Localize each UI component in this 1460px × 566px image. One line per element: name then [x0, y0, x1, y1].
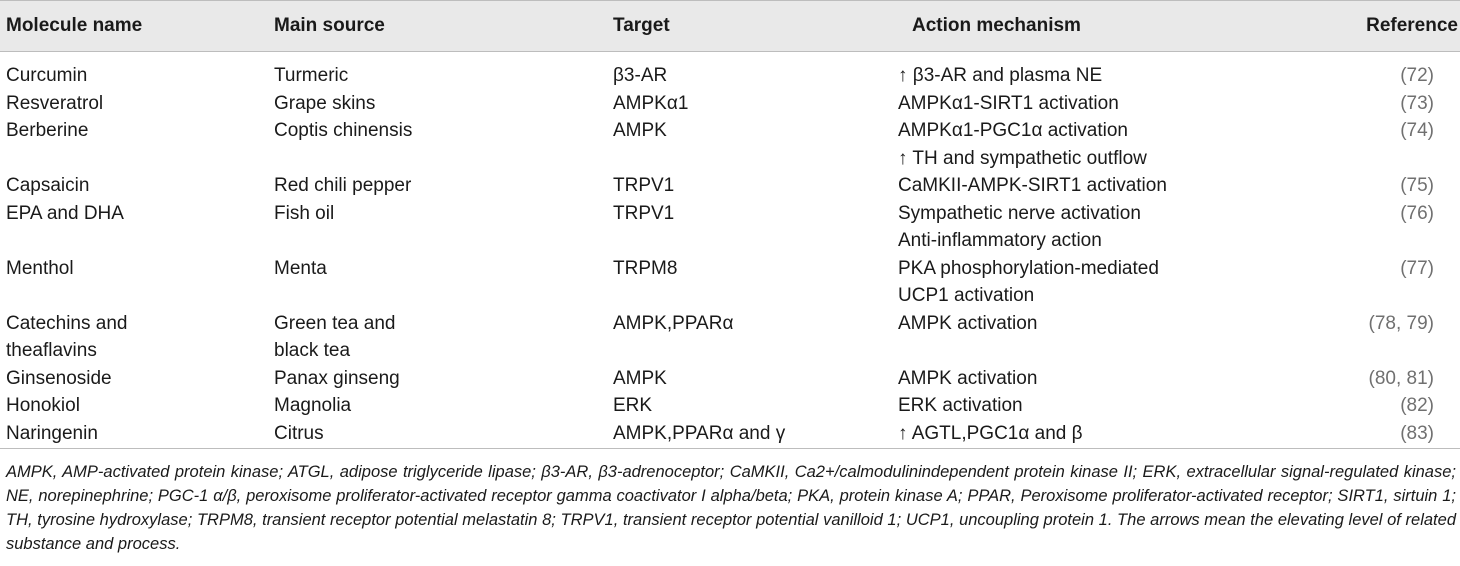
- source-cell: [274, 90, 375, 118]
- source-cell-line: Fish oil: [274, 202, 335, 224]
- table-header-row: [0, 0, 1460, 51]
- molecule-cell-line: Catechins and: [6, 312, 128, 334]
- target-cell: [613, 392, 652, 420]
- target-cell-line: TRPV1: [613, 175, 675, 196]
- source-cell-line: Turmeric: [274, 65, 349, 86]
- target-cell-line: β3-AR: [613, 65, 668, 86]
- source-cell: [274, 255, 327, 283]
- molecule-cell-line: Ginsenoside: [6, 367, 112, 389]
- source-cell-line: Magnolia: [274, 395, 352, 416]
- source-cell: [274, 62, 348, 90]
- mechanism-cell: [898, 90, 1119, 118]
- source-cell-line: Menta: [274, 257, 327, 279]
- target-cell-line: TRPV1: [613, 202, 675, 224]
- molecule-cell-line: Berberine: [6, 120, 89, 141]
- reference-cell: (73): [1400, 92, 1434, 114]
- molecule-cell: [6, 90, 103, 118]
- molecule-cell-line: Capsaicin: [6, 175, 90, 196]
- header-target: Target: [613, 15, 670, 36]
- reference-cell: (72): [1400, 65, 1434, 86]
- target-cell-line: ERK: [613, 395, 653, 416]
- mechanism-cell: [898, 420, 1083, 448]
- molecule-cell-line: Naringenin: [6, 422, 98, 444]
- table-bottom-rule: [0, 448, 1460, 449]
- target-cell-line: AMPK: [613, 120, 667, 141]
- molecule-cell-line: Resveratrol: [6, 92, 104, 114]
- header-molecule-name: Molecule name: [6, 15, 143, 36]
- molecule-cell: [6, 62, 87, 90]
- molecule-cell-line: Menthol: [6, 257, 74, 279]
- mechanism-cell-line: ↑ β3-AR and plasma NE: [898, 65, 1103, 86]
- mechanism-cell: [898, 310, 1037, 338]
- mechanism-cell: [898, 255, 1159, 310]
- table-footnote: AMPK, AMP-activated protein kinase; ATGL, adipose triglyceride lipase; β3-AR, β3-adrenoceptor; CaMKII, Ca2+/calmodulinindependent protein kinase II; ERK, extracellular signal-regulated kinase; NE, norepinephrine; PGC-1 α/β, peroxisome proliferator-activated receptor gamma coactivator I alpha/beta; PKA, protein kinase A; PPAR, Peroxisome proliferator-activated receptor; SIRT1, sirtuin 1; TH, tyrosine hydroxylase; TRPM8, transient receptor potential melastatin 8; TRPV1, transient receptor potential vanilloid 1; UCP1, uncoupling protein 1. The arrows mean the elevating level of related substance and process.: [6, 463, 1456, 553]
- header-action-mechanism: Action mechanism: [912, 15, 1081, 36]
- molecule-cell: [6, 255, 74, 283]
- table-top-rule: [0, 0, 1460, 1]
- target-cell-line: TRPM8: [613, 257, 678, 279]
- source-cell-line: Grape skins: [274, 92, 376, 114]
- molecule-cell-line: Curcumin: [6, 65, 88, 86]
- molecule-cell: [6, 365, 112, 393]
- target-cell: [613, 255, 677, 283]
- mechanism-cell-line: ERK activation: [898, 395, 1023, 416]
- reference-cell: (80, 81): [1368, 367, 1434, 389]
- table-header-rule: [0, 51, 1460, 52]
- mechanism-cell: [898, 365, 1037, 393]
- target-cell-line: AMPK,PPARα: [613, 312, 734, 334]
- mechanism-cell: [898, 62, 1102, 90]
- mechanism-cell: [898, 200, 1141, 255]
- source-cell-line: black tea: [274, 340, 351, 361]
- source-cell: [274, 365, 400, 393]
- source-cell-line: Panax ginseng: [274, 367, 400, 389]
- mechanism-cell-line: ↑ AGTL,PGC1α and β: [898, 422, 1083, 444]
- mechanism-cell-line: AMPKα1-PGC1α activation: [898, 120, 1128, 141]
- reference-cell: (76): [1400, 202, 1434, 224]
- mechanism-cell-line: AMPK activation: [898, 367, 1038, 389]
- reference-cell: (74): [1400, 120, 1434, 141]
- molecule-cell-line: theaflavins: [6, 340, 97, 361]
- molecule-cell: [6, 420, 98, 448]
- target-cell: [613, 365, 667, 393]
- target-cell: [613, 62, 667, 90]
- mechanism-cell: [898, 172, 1167, 200]
- source-cell: [274, 420, 324, 448]
- target-cell-line: AMPK: [613, 367, 667, 389]
- mechanism-cell-line: CaMKII-AMPK-SIRT1 activation: [898, 175, 1167, 196]
- source-cell: [274, 200, 334, 228]
- header-reference: Reference: [1366, 15, 1458, 36]
- molecule-cell: [6, 117, 88, 145]
- reference-cell: (78, 79): [1368, 312, 1434, 334]
- source-cell: [274, 117, 412, 145]
- target-cell: [613, 200, 674, 228]
- header-main-source: Main source: [274, 15, 385, 36]
- source-cell-line: Citrus: [274, 422, 324, 444]
- molecule-cell: [6, 200, 124, 228]
- target-cell: [613, 117, 667, 145]
- target-cell: [613, 310, 733, 338]
- reference-cell: (83): [1400, 422, 1434, 444]
- molecule-cell-line: EPA and DHA: [6, 202, 124, 224]
- reference-cell: (75): [1400, 175, 1434, 196]
- mechanism-cell-line: Anti-inflammatory action: [898, 230, 1102, 251]
- mechanism-cell: [898, 117, 1147, 172]
- target-cell-line: AMPK,PPARα and γ: [613, 422, 786, 444]
- mechanism-cell-line: ↑ TH and sympathetic outflow: [898, 147, 1147, 169]
- mechanism-cell-line: Sympathetic nerve activation: [898, 202, 1141, 224]
- mechanism-cell-line: PKA phosphorylation-mediated: [898, 257, 1159, 279]
- source-cell: [274, 392, 351, 420]
- mechanism-cell-line: AMPK activation: [898, 312, 1038, 334]
- molecule-cell-line: Honokiol: [6, 395, 80, 416]
- molecule-cell: [6, 172, 89, 200]
- mechanism-cell: [898, 392, 1023, 420]
- target-cell: [613, 420, 785, 448]
- source-cell: [274, 310, 395, 365]
- source-cell-line: Coptis chinensis: [274, 120, 413, 141]
- reference-cell: (82): [1400, 395, 1434, 416]
- target-cell-line: AMPKα1: [613, 92, 689, 114]
- molecule-cell: [6, 392, 80, 420]
- source-cell: [274, 172, 411, 200]
- target-cell: [613, 90, 688, 118]
- target-cell: [613, 172, 674, 200]
- mechanism-cell-line: AMPKα1-SIRT1 activation: [898, 92, 1119, 114]
- source-cell-line: Green tea and: [274, 312, 396, 334]
- reference-cell: (77): [1400, 257, 1434, 279]
- source-cell-line: Red chili pepper: [274, 175, 412, 196]
- molecule-cell: [6, 310, 127, 365]
- mechanism-cell-line: UCP1 activation: [898, 285, 1035, 306]
